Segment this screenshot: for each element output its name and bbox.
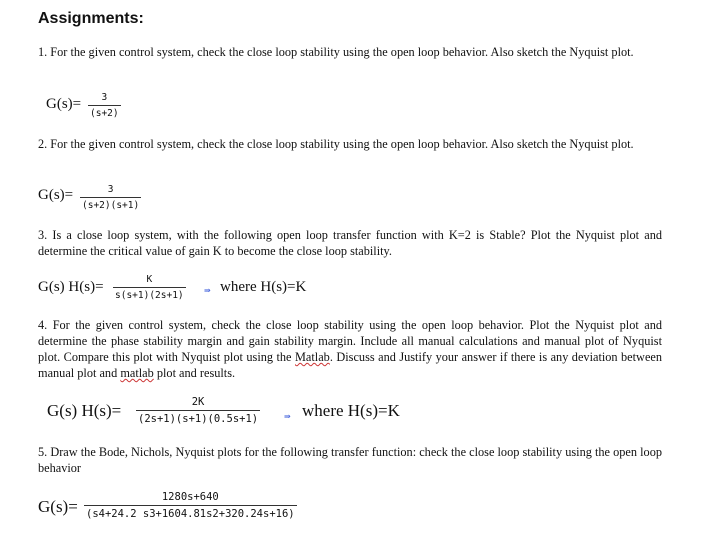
question-3-numerator: K xyxy=(146,274,153,285)
fraction-bar xyxy=(88,105,121,106)
question-4-text-part-1: 4. For the given control system, check the close loop stability using the open loop behavior. Plot the Nyquist plot and determine the phase stability margin and gain stability margin. Include all manual calculations and manual plot of Nyquist plot. Compare this plot with Nyquist plot using the xyxy=(38,318,662,364)
equation-anchor-icon: ⇛ xyxy=(284,412,291,421)
question-4-fraction xyxy=(136,396,260,425)
question-4-text-part-2: . Discuss and Justify your answer if there is any deviation between manual plot and xyxy=(38,350,663,380)
equation-anchor-icon: ⇛ xyxy=(204,286,211,295)
question-2-denominator: (s+2)(s+1) xyxy=(82,200,140,211)
question-4-equation-lhs: G(s) H(s)= xyxy=(47,401,122,420)
question-3-text: 3. Is a close loop system, with the following open loop transfer function with K=2 is Stable? Plot the Nyquist plot and determine the critical value of gain K to become the close loop stability. xyxy=(38,228,662,258)
question-1-equation-lhs: G(s)= xyxy=(46,96,82,112)
question-3-denominator: s(s+1)(2s+1) xyxy=(115,290,184,301)
question-4-numerator: 2K xyxy=(191,396,205,408)
fraction-bar xyxy=(84,505,297,506)
question-5-denominator: (s4+24.2 s3+1604.81s2+320.24s+16) xyxy=(86,508,295,520)
question-1-denominator: (s+2) xyxy=(90,108,119,119)
question-2-text: 2. For the given control system, check the close loop stability using the open loop behavior. Also sketch the Nyquist plot. xyxy=(38,137,634,151)
question-3-where-clause: where H(s)=K xyxy=(220,279,307,295)
fraction-bar xyxy=(136,410,260,411)
question-4-text xyxy=(38,317,662,381)
question-3-fraction xyxy=(113,274,186,301)
fraction-bar xyxy=(80,197,141,198)
question-5-equation-lhs: G(s)= xyxy=(38,497,78,516)
fraction-bar xyxy=(113,287,186,288)
question-1-numerator: 3 xyxy=(101,92,108,103)
question-5-numerator: 1280s+640 xyxy=(161,491,219,503)
question-4-matlab-term: Matlab xyxy=(295,350,330,364)
question-5-text: 5. Draw the Bode, Nichols, Nyquist plots for the following transfer function: check the close loop stability using the open loop behavior xyxy=(38,445,662,475)
page-title: Assignments: xyxy=(38,10,144,27)
question-4-matlab-term: matlab xyxy=(120,366,154,380)
question-4-where-clause: where H(s)=K xyxy=(302,401,400,420)
question-2-equation-lhs: G(s)= xyxy=(38,187,74,203)
question-4-text-part-3: plot and results. xyxy=(153,366,236,380)
question-3-equation-lhs: G(s) H(s)= xyxy=(38,279,104,295)
question-1-fraction xyxy=(88,92,121,119)
question-5-fraction xyxy=(84,491,297,520)
question-1-text: 1. For the given control system, check the close loop stability using the open loop behavior. Also sketch the Nyquist plot. xyxy=(38,45,634,59)
question-2-numerator: 3 xyxy=(107,184,114,195)
question-2-fraction xyxy=(80,184,141,211)
question-4-denominator: (2s+1)(s+1)(0.5s+1) xyxy=(138,413,259,425)
